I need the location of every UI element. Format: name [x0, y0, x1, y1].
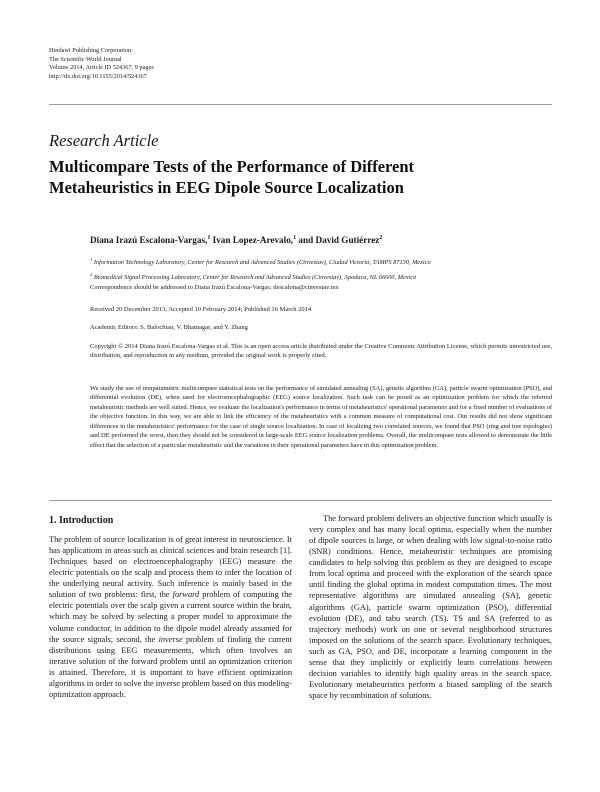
abstract-divider [49, 500, 552, 501]
affiliation-1 [90, 254, 431, 269]
article-type: Research Article [49, 131, 159, 150]
term-forward: forward [172, 590, 200, 600]
author-list [90, 232, 382, 246]
dates: Received 20 December 2013; Accepted 10 February 2014; Published 16 March 2014 [90, 306, 312, 313]
author-1-affil: 1 [207, 235, 211, 241]
publisher: Hindawi Publishing Corporation [49, 47, 132, 54]
intro-paragraph-1 [49, 534, 292, 700]
copyright-notice: Copyright © 2014 Diana Irazú Escalona-Vargas et al. This is an open access article distributed under the Creative Commons Attribution License, which permits unrestricted use, distribution, and reproduction in any medium, provided the original work is properly cited. [90, 343, 552, 360]
abstract: We study the use of nonparametric multicompare statistical tests on the performance of simulated annealing (SA), genetic algorithm (GA), particle swarm optimization (PSO), and differential evolution (DE), when used for electroencephalographic (EEG) source localization. Such task can be posed as an optimization problem for which the referred metaheuristic methods are well suited. Hence, we evaluate the localization's performance in terms of metaheuristics' operational parameters and for a fixed number of evaluations of the objective function. In this way, we are able to link the efficiency of the metaheuristics with a common measure of computational cost. Our results did not show significant differences in the metaheuristics' performance for the case of single source localization. In case of localizing two correlated sources, we found that PSO (ring and tree topologies) and DE performed the worst, then they should not be considered in large-scale EEG source localization problems. Overall, the multicompare tests allowed to demonstrate the little effect that the selection of a particular metaheuristic and the variations in their operational parameters have in this optimization problem. [90, 385, 552, 449]
doi-link[interactable]: http://dx.doi.org/10.1155/2014/524367 [49, 72, 147, 80]
intro-text-a: The problem of source localization is of great interest in neuroscience. It has applications in areas such as clinical sciences and brain research [1]. Techniques based on electroencephalography (EEG) measure the electric potentials on the scalp and process them to infer the location of the underlying neural activity. Such inference is mainly based in the solution of two problems: first, the [49, 535, 292, 600]
publication-info [49, 47, 154, 81]
section-heading: 1. Introduction [49, 515, 114, 526]
journal-name: The Scientific World Journal [49, 55, 122, 63]
left-column [49, 534, 292, 700]
affiliations [90, 254, 431, 284]
affiliation-2-number: 2 [90, 271, 93, 277]
affiliation-1-number: 1 [90, 257, 93, 262]
right-column [309, 513, 552, 701]
paper-title [49, 157, 549, 198]
title-line-2: Metaheuristics in EEG Dipole Source Localization [49, 177, 404, 197]
affiliation-2 [90, 269, 431, 284]
author-2: Ivan Lopez-Arevalo, [212, 235, 294, 246]
intro-text-c: problem of finding the current distributions using EEG measurements, which often involves an iterative solution of the forward problem until an optimization criterion is attained. Therefore, it is important to have efficient optimization algorithms in order to solve the inverse problem based on this modeling-optimization approach. [49, 634, 292, 699]
author-2-affil: 1 [293, 235, 297, 241]
header-divider [49, 104, 552, 105]
author-3-affil: 2 [379, 235, 383, 241]
intro-paragraph-2: The forward problem delivers an objective function which usually is very complex and has many local optima, especially when the number of dipole sources is large, or when dealing with low signal-to-noise ratio (SNR) conditions. Hence, metaheuristic techniques are promising candidates to help solving this problem as they are designed to escape from local optima and proceed with the exploration of the search space until finding the global optima in modest computation times. The most representative algorithms are simulated annealing (SA), genetic algorithms (GA), particle swarm optimization (PSO), differential evolution (DE), and tabu search (TS). TS and SA (referred to as trajectory methods) work on one or several neighborhood structures imposed on the solutions of the search space. Evolutionary techniques, such as GA, PSO, and DE, incorporate a learning component in the sense that they implicitly or explicitly learn correlations between decision variables to identify high quality areas in the search space. Evolutionary metaheuristics perform a biased sampling of the search space by recombination of solutions. [309, 514, 552, 700]
title-line-1: Multicompare Tests of the Performance of Different [49, 157, 415, 176]
author-3: and David Gutiérrez [298, 235, 380, 246]
academic-editors: Academic Editors: S. Balochian, V. Bhatnagar, and Y. Zhang [90, 324, 248, 331]
term-inverse: inverse [158, 634, 183, 644]
author-1: Diana Irazú Escalona-Vargas, [90, 235, 208, 246]
volume-line: Volume 2014, Article ID 524367, 9 pages [49, 64, 154, 72]
intro-text-b: problem of computing the electric potentials over the scalp given a current source within the brain, which may be solved by selecting a proper model to approximate the volume conductor, in addition to the dipole model already assumed for the source signals; second, the [49, 590, 292, 644]
affiliation-1-text: Information Technology Laboratory, Center for Research and Advanced Studies (Cinvestav), Ciudad Victoria, TAMPS 87130, Mexico [93, 259, 431, 267]
affiliation-2-text: Biomedical Signal Processing Laboratory, Center for Research and Advanced Studies (Cinvestav), Apodaca, NL 66600, Mexico [93, 273, 417, 281]
correspondence: Correspondence should be addressed to Diana Irazú Escalona-Vargas; descalona@cinvestav.mx [90, 284, 339, 291]
